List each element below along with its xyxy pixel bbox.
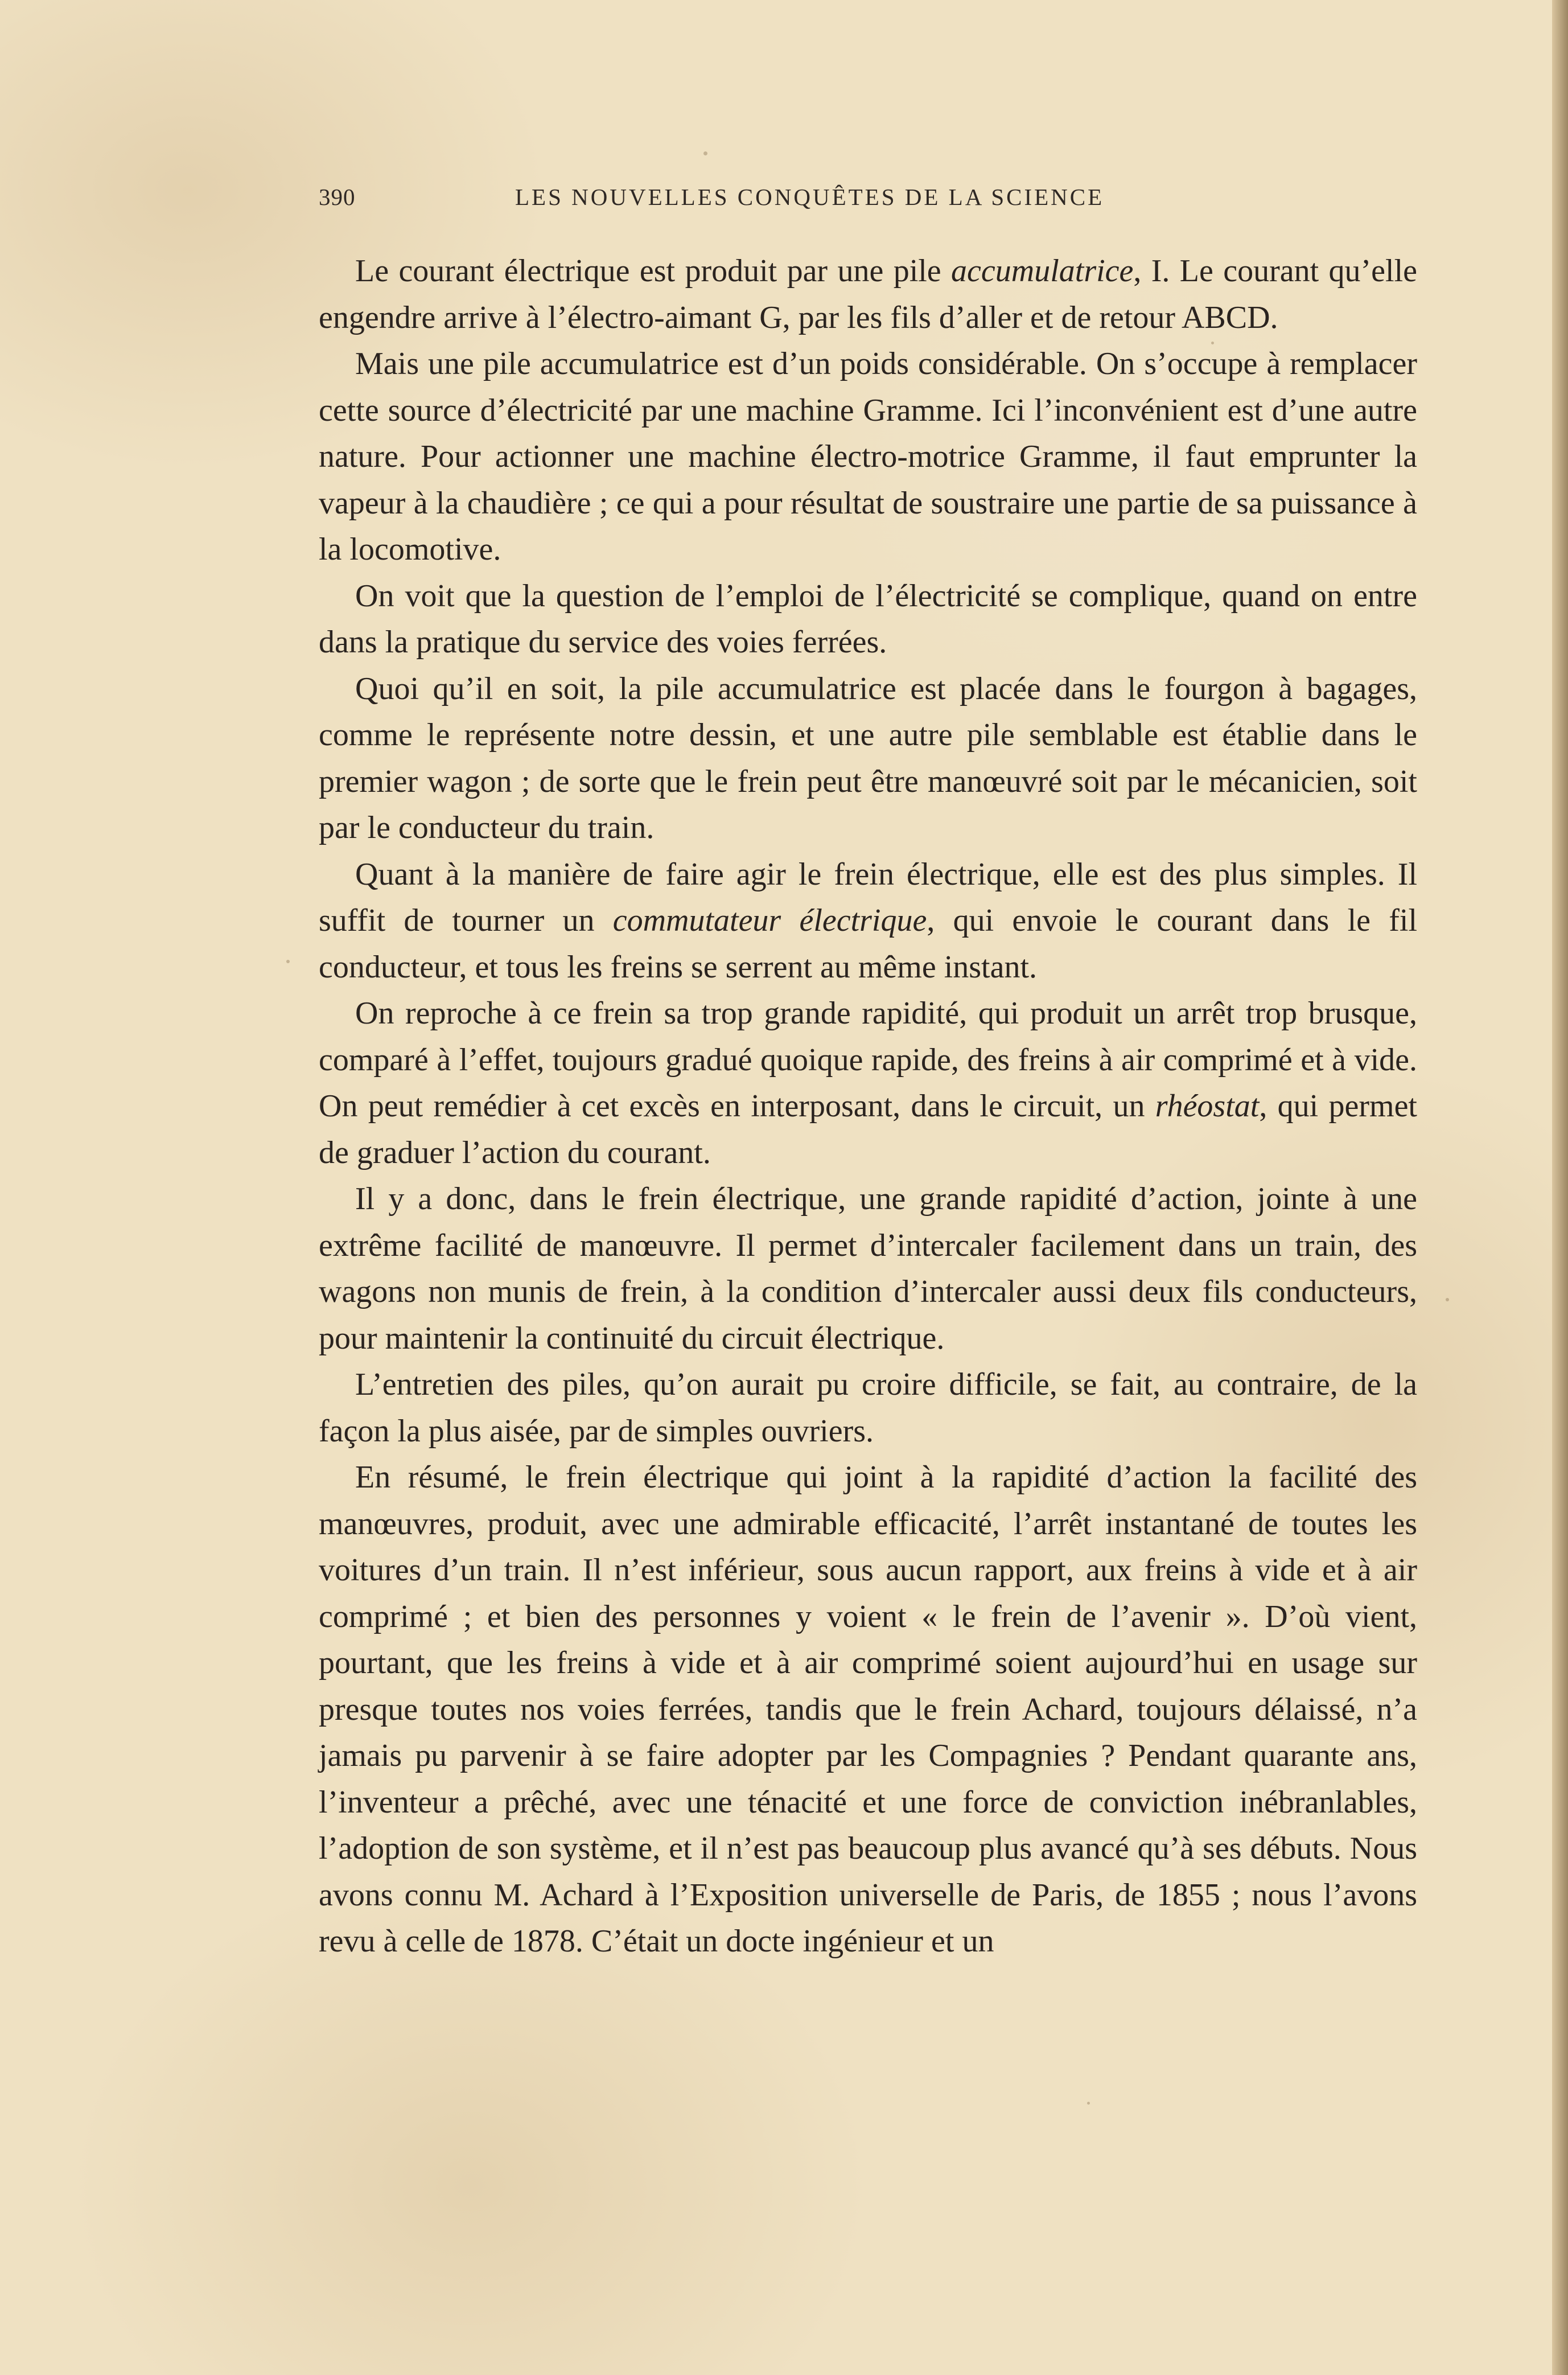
paragraph: L’entretien des piles, qu’on aurait pu croire difficile, se fait, au contraire, de la façon la plus aisée, par de simples ouvriers. xyxy=(319,1367,1417,1449)
book-page xyxy=(319,181,1417,1965)
paragraph: Le courant électrique est produit par une pile accumulatrice, I. Le courant qu’elle engendre arrive à l’électro-aimant G, par les fils d’aller et de retour ABCD. xyxy=(319,253,1418,335)
running-title: LES NOUVELLES CONQUÊTES DE LA SCIENCE xyxy=(515,184,1105,210)
page-edge-shadow xyxy=(1552,0,1568,2375)
paragraph: En résumé, le frein électrique qui joint à la rapidité d’action la facilité des manœuvres, produit, avec une admirable efficacité, l’arrêt instantané de toutes les voitures d’un train. Il n’est inférieur, sous aucun rapport, aux freins à vide et à air comprimé ; et bien des personnes y voient « le frein de l’avenir ». D’où vient, pourtant, que les freins à vide et à air comprimé soient aujourd’hui en usage sur presque toutes nos voies ferrées, tandis que le frein Achard, toujours délaissé, n’a jamais pu parvenir à se faire adopter par les Compagnies ? Pendant quarante ans, l’inventeur a prêché, avec une ténacité et une force de conviction inébranlables, l’adoption de son système, et il n’est pas beaucoup plus avancé qu’à ses débuts. Nous avons connu M. Achard à l’Exposition universelle de Paris, de 1855 ; nous l’avons revu à celle de 1878. C’était un docte ingénieur et un xyxy=(319,1460,1417,1959)
body-text xyxy=(319,248,1417,1965)
paragraph: On reproche à ce frein sa trop grande rapidité, qui produit un arrêt trop brusque, comparé à l’effet, toujours gradué quoique rapide, des freins à air comprimé et à vide. On peut remédier à cet excès en interposant, dans le circuit, un rhéostat, qui permet de graduer l’action du courant. xyxy=(319,996,1417,1170)
paragraph: Mais une pile accumulatrice est d’un poids considérable. On s’occupe à remplacer cette source d’électricité par une machine Gramme. Ici l’inconvénient est d’une autre nature. Pour actionner une machine électro-motrice Gramme, il faut emprunter la vapeur à la chaudière ; ce qui a pour résultat de soustraire une partie de sa puissance à la locomotive. xyxy=(319,346,1417,567)
paragraph: Quant à la manière de faire agir le frein électrique, elle est des plus simples. Il suffit de tourner un commutateur électrique, qui envoie le courant dans le fil conducteur, et tous les freins se serrent au même instant. xyxy=(319,856,1417,985)
page-number: 390 xyxy=(319,184,356,210)
paragraph: Il y a donc, dans le frein électrique, une grande rapidité d’action, jointe à une extrême facilité de manœuvre. Il permet d’intercaler facilement dans un train, des wagons non munis de frein, à la condition d’intercaler aussi deux fils conducteurs, pour maintenir la continuité du circuit électrique. xyxy=(319,1181,1417,1356)
running-header xyxy=(319,181,1417,221)
paragraph: Quoi qu’il en soit, la pile accumulatrice est placée dans le fourgon à bagages, comme le représente notre dessin, et une autre pile semblable est établie dans le premier wagon ; de sorte que le frein peut être manœuvré soit par le mécanicien, soit par le conducteur du train. xyxy=(319,671,1417,845)
paragraph: On voit que la question de l’emploi de l’électricité se complique, quand on entre dans la pratique du service des voies ferrées. xyxy=(319,578,1417,660)
